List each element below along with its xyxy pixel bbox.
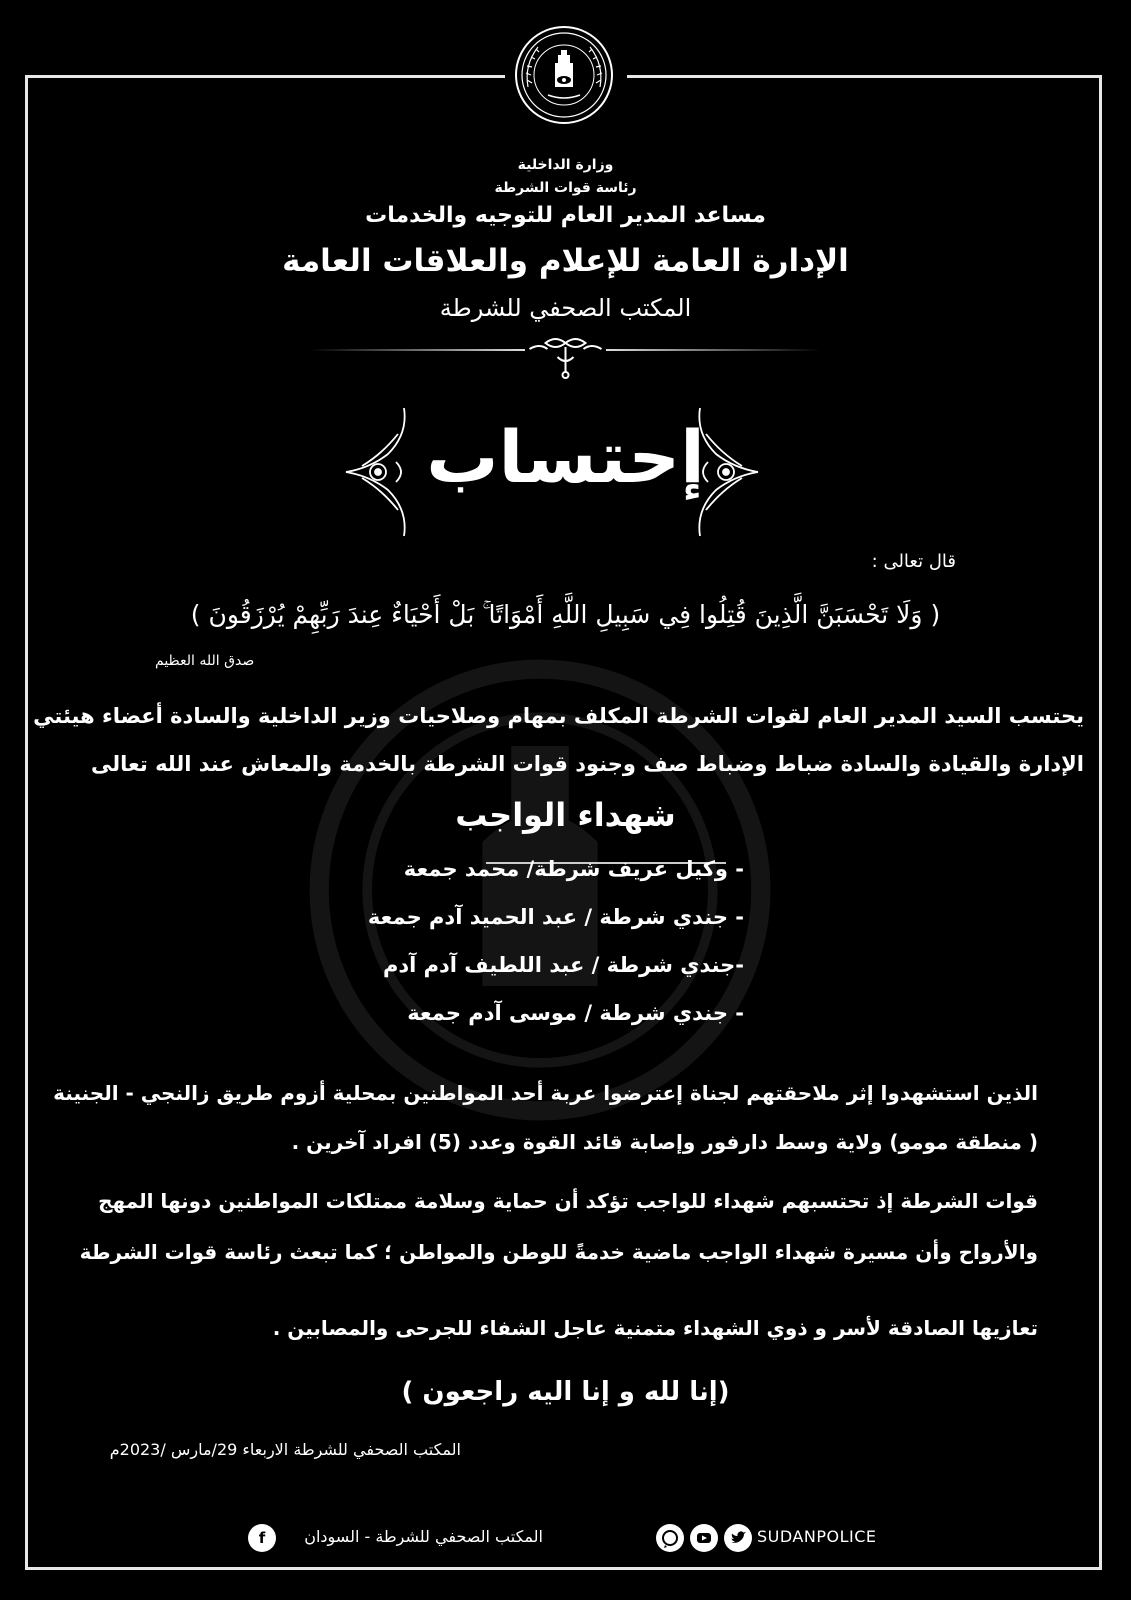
body-line-5: تعازيها الصادقة لأسر و ذوي الشهداء متمنية عاجل الشفاء للجرحى والمصابين . <box>272 1316 1038 1340</box>
facebook-page-label[interactable]: المكتب الصحفي للشرطة - السودان <box>304 1527 543 1546</box>
signature-date: المكتب الصحفي للشرطة الاربعاء 29/مارس /2023م <box>109 1440 461 1459</box>
body-line-4: والأرواح وأن مسيرة شهداء الواجب ماضية خدمةً للوطن والمواطن ؛ كما تبعث رئاسة قوات الشرطة <box>79 1240 1038 1264</box>
martyr-item: -جندي شرطة / عبد اللطيف آدم آدم <box>382 953 744 977</box>
twitter-icon[interactable] <box>724 1524 752 1552</box>
assistant-director-title: مساعد المدير العام للتوجيه والخدمات <box>365 203 766 228</box>
ministry-name: وزارة الداخلية <box>517 157 614 173</box>
martyrs-heading: شهداء الواجب <box>455 796 676 834</box>
twitter-handle[interactable]: SUDANPOLICE <box>757 1527 877 1546</box>
body-line-3: قوات الشرطة إذ تحتسبهم شهداء للواجب تؤكد أن حماية وسلامة ممتلكات المواطنين دونها المهج <box>98 1189 1038 1213</box>
police-emblem-logo <box>514 25 614 125</box>
presidency-name: رئاسة قوات الشرطة <box>494 180 637 196</box>
arabesque-right-icon <box>690 404 762 540</box>
whatsapp-icon[interactable] <box>656 1524 684 1552</box>
facebook-icon[interactable]: f <box>248 1524 276 1552</box>
quran-verse: ( وَلَا تَحْسَبَنَّ الَّذِينَ قُتِلُوا فِي سَبِيلِ اللَّهِ أَمْوَاتًا ۚ بَلْ أَحْيَاءٌ عِندَ رَبِّهِمْ يُرْزَقُونَ ) <box>190 600 941 629</box>
press-office-name: المكتب الصحفي للشرطة <box>439 294 692 322</box>
quote-closing: صدق الله العظيم <box>155 653 255 669</box>
body-line-1: الذين استشهدوا إثر ملاحقتهم لجناة إعترضوا عربة أحد المواطنين بمحلية أزوم طريق زالنجي - الجنينة <box>53 1081 1038 1105</box>
announcement-title: إحتساب <box>426 415 705 499</box>
ornament-icon <box>525 333 606 381</box>
martyr-item: - جندي شرطة / موسى آدم جمعة <box>407 1001 744 1025</box>
closing-prayer: (إنا لله و إنا اليه راجعون ) <box>401 1377 730 1407</box>
martyr-item: - جندي شرطة / عبد الحميد آدم جمعة <box>367 905 744 929</box>
intro-line-1: يحتسب السيد المدير العام لقوات الشرطة المكلف بمهام وصلاحيات وزير الداخلية والسادة أعضاء هيئتي <box>33 704 1084 728</box>
directorate-name: الإدارة العامة للإعلام والعلاقات العامة <box>282 243 849 279</box>
youtube-icon[interactable] <box>690 1524 718 1552</box>
quote-intro: قال تعالى : <box>871 551 956 572</box>
intro-line-2: الإدارة والقيادة والسادة ضباط وضباط صف وجنود قوات الشرطة بالخدمة والمعاش عند الله تعالى <box>91 752 1084 776</box>
divider-line-right <box>606 349 821 351</box>
body-line-2: ( منطقة مومو) ولاية وسط دارفور وإصابة قائد القوة وعدد (5) افراد آخرين . <box>291 1130 1038 1154</box>
divider-line-left <box>310 349 525 351</box>
martyr-item: - وكيل عريف شرطة/ محمد جمعة <box>403 857 744 881</box>
